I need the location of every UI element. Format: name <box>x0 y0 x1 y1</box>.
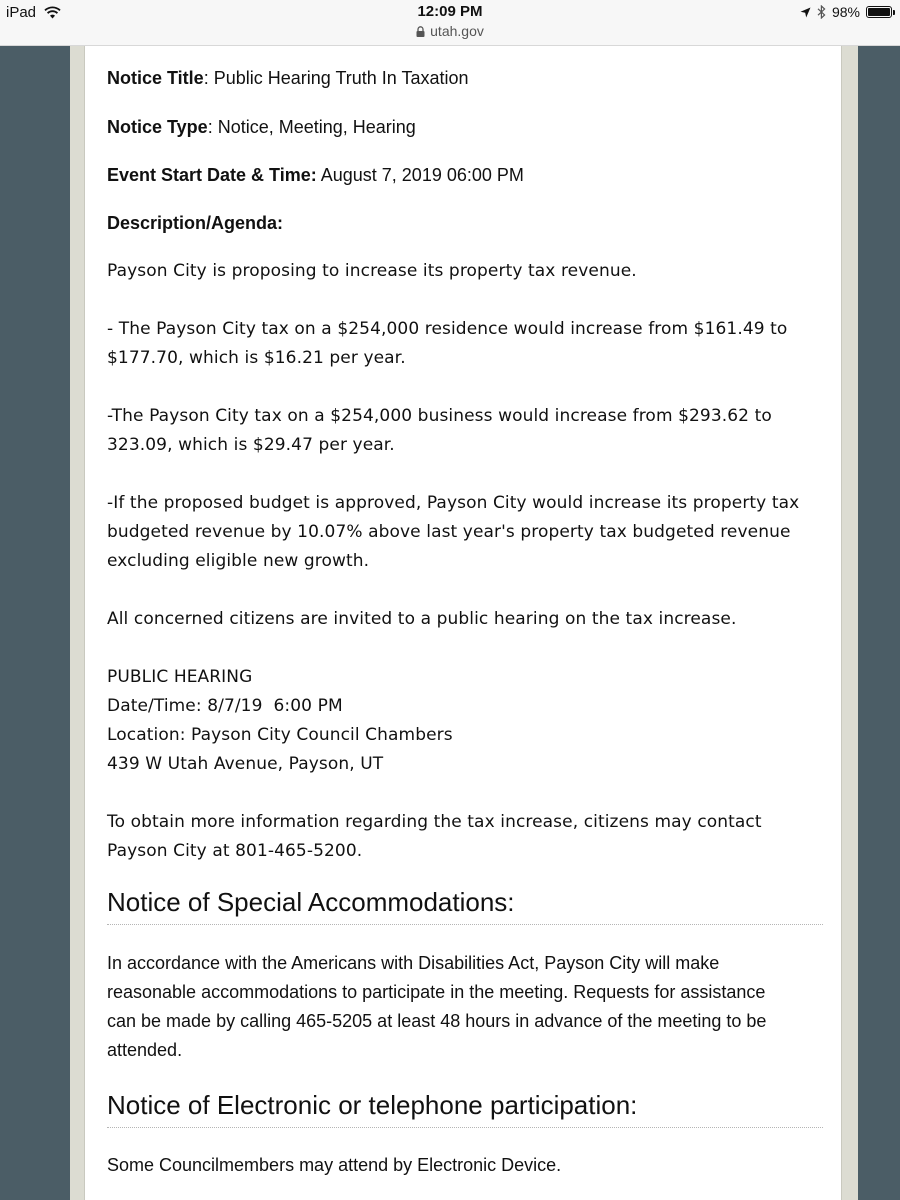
accommodations-text <box>107 949 823 1065</box>
invite-text: All concerned citizens are invited to a public hearing on the tax increase. <box>107 609 737 629</box>
notice-title-value: : Public Hearing Truth In Taxation <box>203 68 469 88</box>
address-bar[interactable] <box>0 23 900 39</box>
event-start-label: Event Start Date & Time: <box>107 165 317 185</box>
description-body <box>107 257 823 866</box>
description-intro: Payson City is proposing to increase its property tax revenue. <box>107 261 637 281</box>
lock-icon <box>416 26 425 37</box>
notice-type-label: Notice Type <box>107 117 208 137</box>
residence-line-1: - The Payson City tax on a $254,000 residence would increase from $161.49 to <box>107 319 788 339</box>
notice-title-row <box>107 66 469 90</box>
hearing-address: 439 W Utah Avenue, Payson, UT <box>107 754 384 774</box>
notice-title-label: Notice Title <box>107 68 204 88</box>
electronic-text: Some Councilmembers may attend by Electronic Device. <box>107 1155 562 1175</box>
budget-line-3: excluding eligible new growth. <box>107 551 370 571</box>
accommodations-line-1: In accordance with the Americans with Disabilities Act, Payson City will make <box>107 953 720 973</box>
budget-line-2: budgeted revenue by 10.07% above last year's property tax budgeted revenue <box>107 522 791 542</box>
hearing-location: Location: Payson City Council Chambers <box>107 725 453 745</box>
battery-icon <box>866 6 892 18</box>
notice-card <box>84 46 842 1200</box>
hearing-heading: PUBLIC HEARING <box>107 667 253 687</box>
budget-line-1: -If the proposed budget is approved, Payson City would increase its property tax <box>107 493 800 513</box>
clock: 12:09 PM <box>417 3 483 20</box>
bluetooth-icon <box>817 5 826 19</box>
location-arrow-icon <box>800 7 811 18</box>
event-start-value: August 7, 2019 06:00 PM <box>316 165 524 185</box>
accommodations-line-3: can be made by calling 465-5205 at least 48 hours in advance of the meeting to be <box>107 1011 767 1031</box>
electronic-heading: Notice of Electronic or telephone participation: <box>107 1089 823 1128</box>
accommodations-line-4: attended. <box>107 1040 183 1060</box>
notice-type-row <box>107 115 416 139</box>
contact-line-2: Payson City at 801-465-5200. <box>107 841 363 861</box>
status-bar <box>0 0 900 46</box>
residence-line-2: $177.70, which is $16.21 per year. <box>107 348 406 368</box>
description-label-row <box>107 211 283 235</box>
battery-percent: 98% <box>831 4 860 20</box>
notice-type-value: : Notice, Meeting, Hearing <box>207 117 416 137</box>
device-name: iPad <box>6 4 37 21</box>
business-line-1: -The Payson City tax on a $254,000 business would increase from $293.62 to <box>107 406 772 426</box>
accommodations-line-2: reasonable accommodations to participate in the meeting. Requests for assistance <box>107 982 766 1002</box>
status-bar-right <box>800 4 892 20</box>
contact-line-1: To obtain more information regarding the tax increase, citizens may contact <box>107 812 762 832</box>
event-start-row <box>107 163 524 187</box>
accommodations-heading: Notice of Special Accommodations: <box>107 886 823 925</box>
description-label: Description/Agenda: <box>107 213 284 233</box>
battery-fill <box>868 8 890 16</box>
url-text: utah.gov <box>430 23 484 39</box>
business-line-2: 323.09, which is $29.47 per year. <box>107 435 395 455</box>
hearing-datetime: Date/Time: 8/7/19 6:00 PM <box>107 696 343 716</box>
